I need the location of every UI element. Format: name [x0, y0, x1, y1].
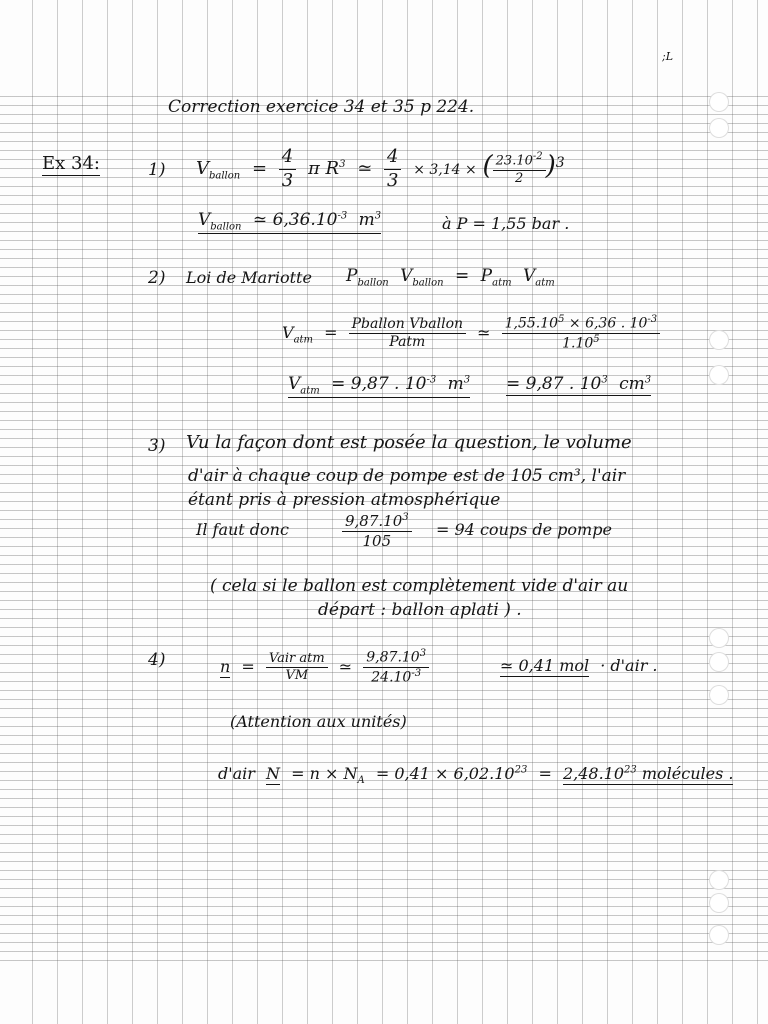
q1-volume-formula: $V_{ballon}$ = $\frac{4}{3}$ π $R^3$ ≃ $\frac{4}{3}$ × 3,14 × ( $\frac{23.10^{-2}}{2}$ )$^3$ — [196, 146, 565, 191]
binder-hole — [709, 925, 729, 945]
q3-note-line1: ( cela si le ballon est complètement vide d'air au — [210, 576, 629, 596]
q4-number: 4) — [148, 650, 166, 670]
binder-hole — [709, 893, 729, 913]
q2-law-name: Loi de Mariotte — [186, 268, 312, 287]
binder-hole — [709, 685, 729, 705]
q4-molecule-count: d'air $N = n \times N_A = 0,41 \times 6,02.10^{23} = 2,48.10^{23}$ molécules . — [218, 764, 734, 787]
binder-hole — [709, 870, 729, 890]
q2-law-equation: $P_{ballon}$ $V_{ballon} = P_{atm}$ $V_{atm}$ — [346, 266, 555, 289]
q1-number: 1) — [148, 160, 166, 180]
q4-mole-result: ≃ 0,41 mol · d'air . — [500, 656, 658, 675]
q3-text-line4-prefix: Il faut donc — [196, 520, 289, 539]
q3-text-line2: d'air à chaque coup de pompe est de 105 cm³, l'air — [188, 466, 626, 486]
corner-mark: ;L — [662, 50, 674, 63]
binder-hole — [709, 330, 729, 350]
binder-hole — [709, 628, 729, 648]
q4-units-note: (Attention aux unités) — [230, 712, 407, 731]
paper-top-margin — [0, 0, 768, 88]
q3-number: 3) — [148, 436, 166, 456]
exercise-label: Ex 34: — [42, 153, 100, 174]
q4-mole-formula: n = $\frac{\text{Vair atm}}{VM}$ ≃ $\frac{9,87.10^3}{24.10^{-3}}$ — [220, 648, 429, 687]
q3-pump-fraction: $\frac{9,87.10^3}{105}$ — [342, 512, 412, 551]
q3-text-line3: étant pris à pression atmosphérique — [188, 490, 501, 510]
binder-hole — [709, 118, 729, 138]
q3-pump-result: = 94 coups de pompe — [436, 520, 612, 539]
q3-text-line1: Vu la façon dont est posée la question, le volume — [186, 432, 632, 453]
binder-hole — [709, 652, 729, 672]
paper-bottom-margin — [0, 968, 768, 1024]
q1-pressure-condition: à P = 1,55 bar . — [442, 214, 570, 233]
q2-number: 2) — [148, 268, 166, 288]
q1-volume-result: $V_{ballon}$ ≃ $6,36.10^{-3}$ $m^3$ — [198, 210, 382, 233]
binder-hole — [709, 365, 729, 385]
q3-note-line2: départ : ballon aplati ) . — [318, 600, 522, 620]
page-title: Correction exercice 34 et 35 p 224. — [168, 97, 475, 117]
q2-volume-formula: $V_{atm}$ = $\frac{\text{Pballon Vballon}}{\text{Patm}}$ ≃ $\frac{1,55.10^5 \times 6,36 . 10^{-3}}{1.10^5}$ — [282, 314, 660, 353]
q2-volume-result-cm3: = 9,87 . $10^3$ $cm^3$ — [506, 374, 652, 394]
q2-volume-result: $V_{atm} = 9,87$ . $10^{-3}$ $m^3$ — [288, 374, 471, 397]
binder-hole — [709, 92, 729, 112]
